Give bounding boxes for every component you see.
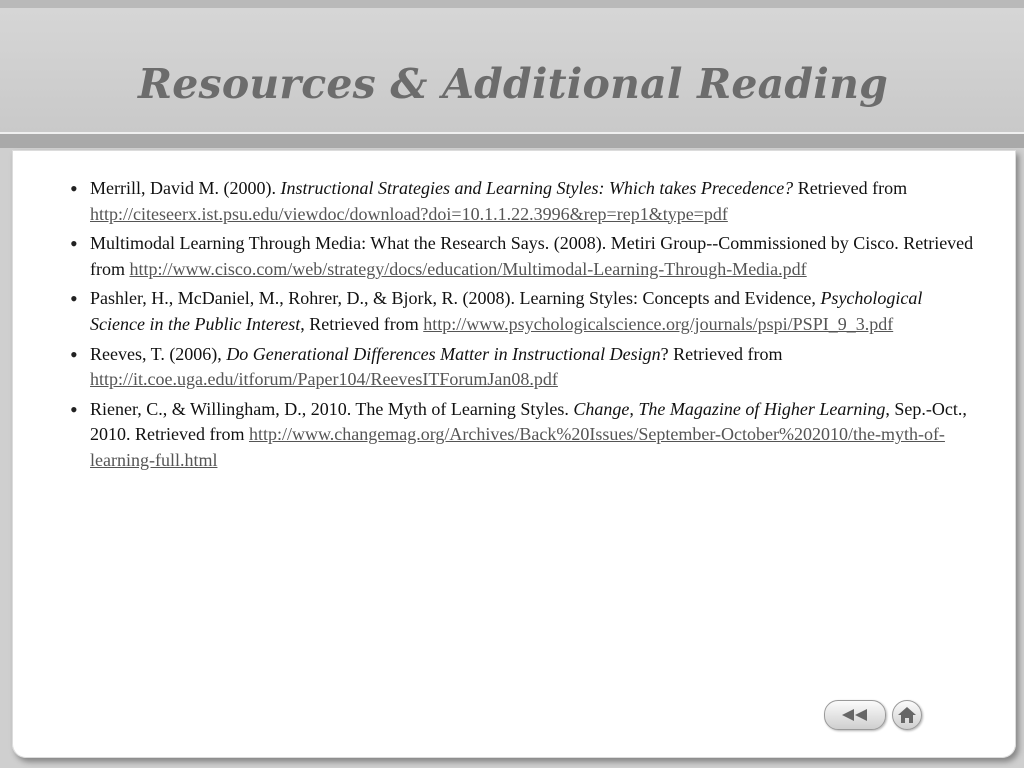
bullet-icon: • — [70, 341, 78, 367]
reference-item — [70, 286, 980, 337]
reference-title: Psychological Science in the Public Interest — [90, 288, 923, 334]
reference-text: Multimodal Learning Through Media: What the Research Says. (2008). Metiri Group--Commissioned by Cisco. Retrieved from — [90, 233, 974, 279]
reference-text: , Sep.-Oct., 2010. Retrieved from — [90, 398, 967, 445]
reference-text: Riener, C., & Willingham, D., 2010. The Myth of Learning Styles. — [90, 398, 574, 419]
reference-link[interactable]: http://www.psychologicalscience.org/journals/pspi/PSPI_9_3.pdf — [423, 313, 894, 334]
reference-link[interactable]: http://www.cisco.com/web/strategy/docs/education/Multimodal-Learning-Through-Media.pdf — [129, 258, 807, 279]
reference-text: Merrill, David M. (2000). — [90, 178, 281, 198]
bullet-icon: • — [70, 231, 78, 257]
bullet-icon: • — [70, 286, 78, 312]
bullet-icon: • — [70, 176, 78, 201]
reference-item — [70, 342, 980, 393]
back-button[interactable] — [824, 700, 886, 730]
rewind-icon — [840, 708, 870, 722]
reference-title: Instructional Strategies and Learning Styles: Which takes Precedence? — [280, 178, 794, 198]
reference-title: Do Generational Differences Matter in Instructional Design — [226, 343, 661, 364]
reference-text: , Retrieved from — [300, 313, 424, 334]
reference-item — [70, 231, 980, 282]
header-divider — [0, 134, 1024, 148]
reference-text: Retrieved from — [793, 178, 908, 198]
bullet-icon: • — [70, 396, 78, 422]
reference-link[interactable]: http://www.changemag.org/Archives/Back%20Issues/September-October%202010/the-myth-of-learning-full.html — [90, 424, 945, 470]
top-strip — [0, 0, 1024, 8]
home-button[interactable] — [892, 700, 922, 730]
reference-item — [70, 397, 980, 474]
reference-item — [70, 176, 980, 227]
slide-title: Resources & Additional Reading — [138, 60, 888, 108]
reference-list — [70, 176, 980, 478]
reference-link[interactable]: http://it.coe.uga.edu/itforum/Paper104/ReevesITForumJan08.pdf — [90, 369, 558, 390]
reference-text: Pashler, H., McDaniel, M., Rohrer, D., & Bjork, R. (2008). Learning Styles: Concepts and Evidence, — [90, 288, 821, 309]
reference-link[interactable]: http://citeseerx.ist.psu.edu/viewdoc/download?doi=10.1.1.22.3996&rep=rep1&type=pdf — [90, 203, 728, 224]
reference-text: ? Retrieved from — [660, 343, 783, 364]
reference-title: Change, The Magazine of Higher Learning — [573, 398, 886, 419]
reference-text: Reeves, T. (2006), — [90, 343, 227, 364]
slide-navigation — [824, 700, 922, 730]
home-icon — [897, 706, 917, 724]
